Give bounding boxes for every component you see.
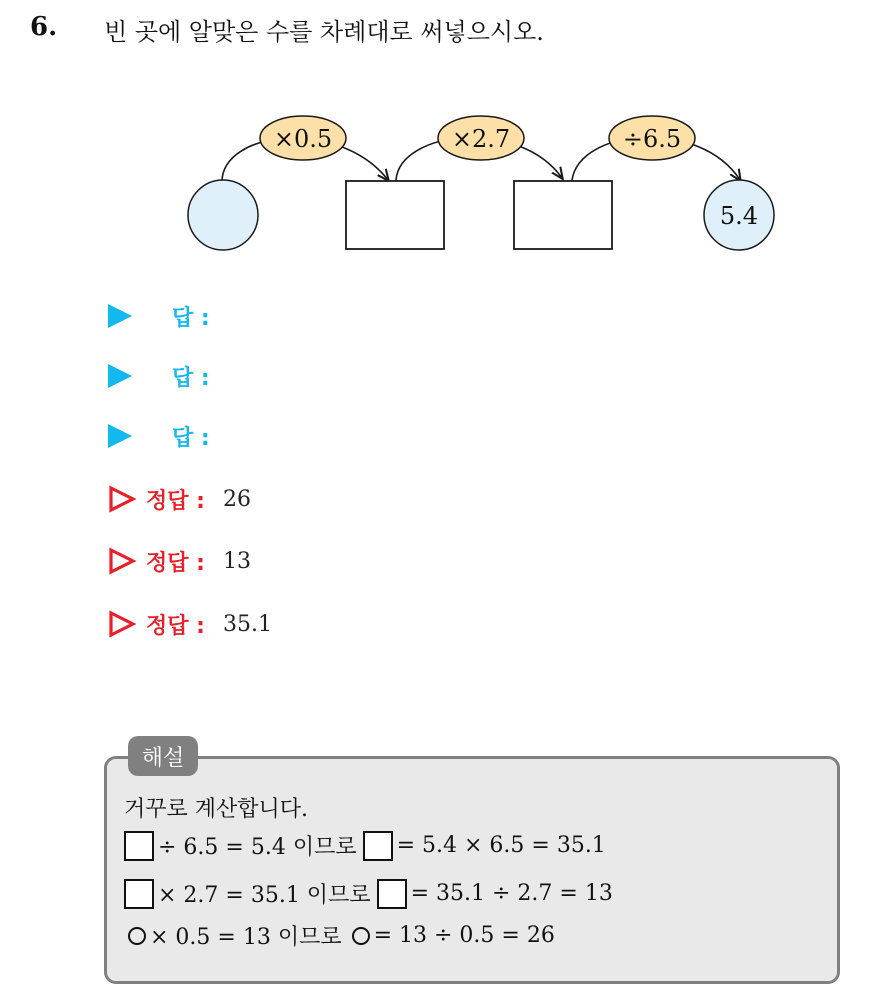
question-prompt: 빈 곳에 알맞은 수를 차례대로 써넣으시오. xyxy=(104,18,544,46)
solution-line-2-a: × 2.7 = 35.1 이므로 xyxy=(158,883,371,908)
op-label-2: ×2.7 xyxy=(451,125,511,153)
solution-tag: 해설 xyxy=(128,736,198,776)
answer-label: 답 : xyxy=(172,365,210,391)
correct-row-3 xyxy=(108,606,272,642)
correct-row-1 xyxy=(108,481,251,517)
play-triangle-icon xyxy=(108,304,132,328)
solution-intro: 거꾸로 계산합니다. xyxy=(124,797,309,822)
blank-circle-icon xyxy=(128,927,146,945)
correct-label: 정답 : xyxy=(146,613,205,639)
blank-square-icon xyxy=(124,831,154,861)
correct-value: 13 xyxy=(222,548,251,574)
blank-box-2 xyxy=(514,181,612,249)
correct-value: 35.1 xyxy=(222,611,272,637)
solution-line-1-b: = 5.4 × 6.5 = 35.1 xyxy=(396,833,606,858)
blank-square-icon xyxy=(377,879,407,909)
play-triangle-icon xyxy=(108,424,132,448)
blank-circle-icon xyxy=(352,927,370,945)
question-number: 6. xyxy=(30,12,58,42)
solution-line-2 xyxy=(124,878,613,909)
outline-triangle-icon xyxy=(108,547,136,575)
answer-row-1 xyxy=(108,298,210,334)
solution-line-2-b: = 35.1 ÷ 2.7 = 13 xyxy=(410,881,613,906)
op-label-1: ×0.5 xyxy=(273,125,333,153)
blank-square-icon xyxy=(124,879,154,909)
outline-triangle-icon xyxy=(108,485,136,513)
correct-row-2 xyxy=(108,543,251,579)
result-value: 5.4 xyxy=(719,202,759,230)
correct-label: 정답 : xyxy=(146,488,205,514)
solution-line-3-a: × 0.5 = 13 이므로 xyxy=(150,925,342,950)
answer-label: 답 : xyxy=(172,425,210,451)
outline-triangle-icon xyxy=(108,610,136,638)
start-circle-blank xyxy=(188,180,258,250)
op-label-3: ÷6.5 xyxy=(622,125,682,153)
op-oval-3 xyxy=(609,116,695,160)
blank-box-1 xyxy=(346,181,444,249)
answer-row-2 xyxy=(108,358,210,394)
solution-line-1 xyxy=(124,830,606,861)
answer-label: 답 : xyxy=(172,305,210,331)
solution-line-3-b: = 13 ÷ 0.5 = 26 xyxy=(373,923,555,948)
op-oval-2 xyxy=(438,116,524,160)
answer-row-3 xyxy=(108,418,210,454)
solution-line-3 xyxy=(124,920,555,951)
play-triangle-icon xyxy=(108,364,132,388)
operation-flow-diagram xyxy=(0,0,884,270)
correct-value: 26 xyxy=(222,486,251,512)
correct-label: 정답 : xyxy=(146,550,205,576)
solution-line-1-a: ÷ 6.5 = 5.4 이므로 xyxy=(158,835,357,860)
blank-square-icon xyxy=(363,831,393,861)
op-oval-1 xyxy=(260,116,346,160)
